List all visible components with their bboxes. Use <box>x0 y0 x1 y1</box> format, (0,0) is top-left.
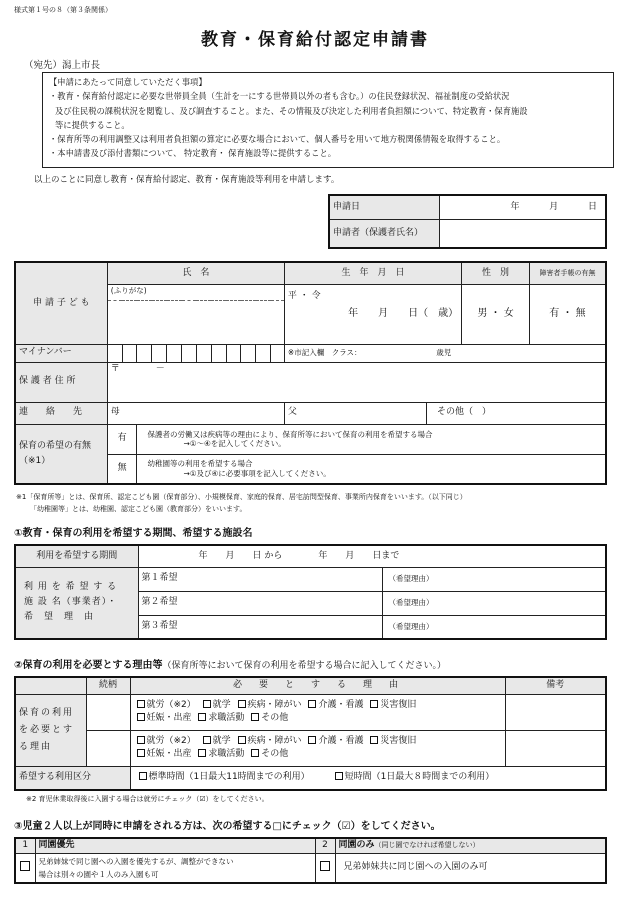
reason-checkbox[interactable] <box>203 700 211 708</box>
option-1-header: 同園優先 <box>35 838 315 853</box>
relation-2-field[interactable] <box>86 730 130 766</box>
address-label: 保 護 者 住 所 <box>15 362 107 402</box>
reason-option: 求職活動 <box>208 749 245 759</box>
note-1b: 「幼稚園等」とは、幼稚園、認定こども園（教育部分）をいいます。 <box>30 505 247 513</box>
age-unit: 歳児 <box>436 348 452 358</box>
application-date-label: 申請日 <box>329 195 439 219</box>
furigana-field[interactable] <box>107 284 284 300</box>
other-label: その他（ ） <box>437 407 492 418</box>
mynumber-digit[interactable] <box>152 344 167 362</box>
child-label: 申 請 子 ど も <box>15 262 107 344</box>
hope-label: 保育の希望の有無（※1） <box>15 424 107 484</box>
reason-checkbox[interactable] <box>251 713 259 721</box>
reason-checkbox[interactable] <box>137 713 145 721</box>
yes-label: 有 <box>117 433 127 444</box>
contact-father-field[interactable] <box>284 402 426 424</box>
name-header: 氏 名 <box>107 262 284 284</box>
contact-mother-field[interactable] <box>107 402 284 424</box>
option-2-note: （同じ園でなければ希望しない） <box>374 841 480 850</box>
choice-3-field[interactable] <box>138 615 382 639</box>
option-2-title: 同園のみ <box>338 840 375 851</box>
reason-option: その他 <box>261 749 289 759</box>
sex-options: 男 ・ 女 <box>477 307 514 319</box>
section2-title-main: ②保育の利用を必要とする理由等 <box>14 660 163 671</box>
city-note: ※市記入欄 クラス： <box>287 348 362 358</box>
application-date-field[interactable] <box>439 195 606 219</box>
need-label: 保育の利用を必要とする理由 <box>15 694 86 766</box>
reason-checkbox[interactable] <box>370 700 378 708</box>
reasons-2 <box>130 730 505 766</box>
section3-table <box>14 837 607 884</box>
reason-2-field[interactable] <box>382 591 606 615</box>
section2-title-note: （保育所等において保育の利用を希望する場合に記入してください。） <box>162 661 446 671</box>
mynumber-digit[interactable] <box>167 344 182 362</box>
reason-option: 求職活動 <box>208 713 245 723</box>
section1-title: ①教育・保育の利用を希望する期間、希望する施設名 <box>14 528 253 539</box>
choice-label: 第３希望 <box>141 621 178 632</box>
facility-label: 利 用 を 希 望 す る 施 設 名（事業者）・ 希 望 理 由 <box>15 567 138 639</box>
mynumber-digit[interactable] <box>137 344 152 362</box>
reason-checkbox[interactable] <box>203 736 211 744</box>
reason-checkbox[interactable] <box>308 700 316 708</box>
disability-field[interactable] <box>529 284 606 344</box>
option-2-checkbox[interactable] <box>320 861 330 871</box>
form-number: 様式第１号の８（第３条関係） <box>14 6 112 14</box>
birthdate-field[interactable] <box>284 284 461 344</box>
relation-1-field[interactable] <box>86 694 130 730</box>
birthdate-units: 年 月 日（ 歳） <box>348 307 459 319</box>
hope-yes-option[interactable] <box>107 424 137 454</box>
reason-option: その他 <box>261 713 289 723</box>
year-unit: 年 <box>510 201 520 212</box>
reason-checkbox[interactable] <box>137 749 145 757</box>
yes-text-line: 保護者の労働又は疾病等の理由により、保育所等において保育の利用を希望する場合 <box>147 429 433 439</box>
option-2-checkbox-cell <box>315 853 335 883</box>
option-1-checkbox[interactable] <box>20 861 30 871</box>
reason-option: 介護・看護 <box>318 736 364 746</box>
mynumber-digit[interactable] <box>226 344 241 362</box>
reason-option: 疾病・障がい <box>247 700 302 710</box>
mynumber-digit[interactable] <box>196 344 211 362</box>
consent-line: ・本申請書及び添付書類について、 特定教育・ 保育施設等に提供すること。 <box>49 148 337 159</box>
contact-other-field[interactable] <box>427 402 606 424</box>
addressee: （宛先）潟上市長 <box>24 60 101 71</box>
reason-checkbox[interactable] <box>137 700 145 708</box>
child-table <box>14 261 607 485</box>
reason-checkbox[interactable] <box>370 736 378 744</box>
application-table <box>328 194 607 249</box>
reason-option: 妊娠・出産 <box>146 713 192 723</box>
mynumber-digit[interactable] <box>256 344 271 362</box>
remarks-header: 備考 <box>505 677 606 694</box>
consent-box <box>42 72 614 168</box>
father-label: 父 <box>287 407 297 418</box>
reason-3-field[interactable] <box>382 615 606 639</box>
note-1a: ※1「保育所等」とは、保育所、認定こども園（保育部分）、小規模保育、家庭的保育、居宅訪問型保育、事業所内保育をいいます。（以下同じ） <box>16 493 467 501</box>
remarks-1-field[interactable] <box>505 694 606 730</box>
yes-text-line: →①～④を記入してください。 <box>183 439 286 448</box>
month-unit: 月 <box>549 201 559 212</box>
consent-line: ・保育所等の利用調整又は利用者負担額の算定に必要な場合において、個人番号を用いて地方税関係情報を取得すること。 <box>49 134 506 145</box>
choice-label: 第２希望 <box>141 597 178 608</box>
applicant-name-field[interactable] <box>439 219 606 248</box>
era-options: 平 ・ 令 <box>287 290 321 301</box>
mynumber-digit[interactable] <box>107 344 122 362</box>
reason-option: 就労（※2） <box>146 736 196 746</box>
no-text-line: 幼稚園等の利用を希望する場合 <box>147 459 253 469</box>
relation-header: 続柄 <box>86 677 130 694</box>
reason-checkbox[interactable] <box>137 736 145 744</box>
section2-title <box>14 660 446 673</box>
consent-line: ・教育・保育給付認定に必要な世帯員全員（生計を一にする世帯員以外の者も含む。）の住民登録状況、福祉制度の受給状況 <box>49 91 510 102</box>
option-1-number: 1 <box>15 838 35 853</box>
consent-line: 等に提供すること。 <box>55 119 130 130</box>
page-title: 教育・保育給付認定申請書 <box>201 30 429 50</box>
short-time-checkbox[interactable] <box>335 772 343 780</box>
option-1-checkbox-cell <box>15 853 35 883</box>
reason-header: 必 要 と す る 理 由 <box>130 677 505 694</box>
standard-time-checkbox[interactable] <box>139 772 147 780</box>
note-2: ※2 育児休業取得後に入園する場合は就労にチェック（☑）をしてください。 <box>26 795 269 803</box>
reason-option: 就学 <box>212 736 231 746</box>
reason-option: 就労（※2） <box>146 700 196 710</box>
reason-option: 災害復旧 <box>380 736 417 746</box>
reason-option: 就学 <box>212 700 231 710</box>
corner-cell <box>15 677 86 694</box>
sex-header: 性 別 <box>462 262 530 284</box>
short-time-label: 短時間（1日最大８時間までの利用） <box>344 772 495 783</box>
no-text-line: →①及び④に必要事項を記入してください。 <box>183 468 331 478</box>
no-label: 無 <box>117 463 127 474</box>
reason-1-field[interactable] <box>382 567 606 591</box>
mynumber-digit[interactable] <box>241 344 256 362</box>
mother-label: 母 <box>110 407 120 418</box>
reason-label: （希望理由） <box>388 574 434 584</box>
mynumber-digit[interactable] <box>122 344 137 362</box>
mynumber-digit[interactable] <box>182 344 197 362</box>
hope-no-text <box>137 454 606 484</box>
reason-checkbox[interactable] <box>238 736 246 744</box>
usage-options <box>130 766 606 790</box>
disability-options: 有 ・ 無 <box>549 307 586 319</box>
hope-yes-text <box>137 424 606 454</box>
mynumber-digit[interactable] <box>271 344 285 362</box>
choice-label: 第１希望 <box>141 573 178 584</box>
option-2-header <box>335 838 606 853</box>
day-unit: 日 <box>587 201 597 212</box>
postal-mark: 〒 － <box>110 363 165 374</box>
period-units: 年 月 日 から 年 月 日まで <box>198 550 400 561</box>
applicant-label: 申請者（保護者氏名） <box>329 219 439 248</box>
section2-table <box>14 676 607 791</box>
furigana-label: (ふりがな) <box>110 285 147 295</box>
address-field[interactable] <box>107 362 606 402</box>
period-field[interactable] <box>138 545 606 567</box>
reason-label: （希望理由） <box>388 622 434 632</box>
reason-checkbox[interactable] <box>238 700 246 708</box>
city-use-field <box>284 344 606 362</box>
contact-label: 連 絡 先 <box>15 402 107 424</box>
choice-1-field[interactable] <box>138 567 382 591</box>
reason-option: 災害復旧 <box>380 700 417 710</box>
agree-statement: 以上のことに同意し教育・保育給付認定、教育・保育施設等利用を申請します。 <box>34 175 340 185</box>
usage-label: 希望する利用区分 <box>15 766 130 790</box>
reason-checkbox[interactable] <box>251 749 259 757</box>
remarks-2-field[interactable] <box>505 730 606 766</box>
reason-label: （希望理由） <box>388 598 434 608</box>
reason-option: 介護・看護 <box>318 700 364 710</box>
section1-table <box>14 544 607 640</box>
reason-checkbox[interactable] <box>308 736 316 744</box>
reasons-1 <box>130 694 505 730</box>
reason-checkbox[interactable] <box>198 749 206 757</box>
birth-header: 生 年 月 日 <box>284 262 461 284</box>
choice-2-field[interactable] <box>138 591 382 615</box>
reason-option: 妊娠・出産 <box>146 749 192 759</box>
disability-header: 障害者手帳の有無 <box>529 262 606 284</box>
option-1-text <box>35 853 315 883</box>
option-2-text: 兄弟姉妹共に同じ園への入園のみ可 <box>335 853 606 883</box>
option-1-line: 場合は別々の園や１人のみ入園も可 <box>38 869 159 879</box>
option-2-number: 2 <box>315 838 335 853</box>
period-label: 利用を希望する期間 <box>15 545 138 567</box>
reason-option: 疾病・障がい <box>247 736 302 746</box>
standard-time-label: 標準時間（1日最大11時間までの利用） <box>148 772 310 783</box>
reason-checkbox[interactable] <box>198 713 206 721</box>
mynumber-digit[interactable] <box>211 344 226 362</box>
sex-field[interactable] <box>462 284 530 344</box>
section3-title: ③児童２人以上が同時に申請をされる方は、次の希望する□にチェック（☑）をしてください。 <box>14 821 441 832</box>
child-name-field[interactable] <box>107 300 284 344</box>
option-1-line: 兄弟姉妹で同じ園への入園を優先するが、調整ができない <box>38 856 234 866</box>
hope-no-option[interactable] <box>107 454 137 484</box>
consent-heading: 【申請にあたって同意していただく事項】 <box>49 77 207 87</box>
mynumber-label: マイナンバー <box>15 344 107 362</box>
consent-line: 及び住民税の課税状況を閲覧し、及び調査すること。また、その情報及び決定した利用者負担額について、特定教育・保育施設 <box>55 105 528 116</box>
